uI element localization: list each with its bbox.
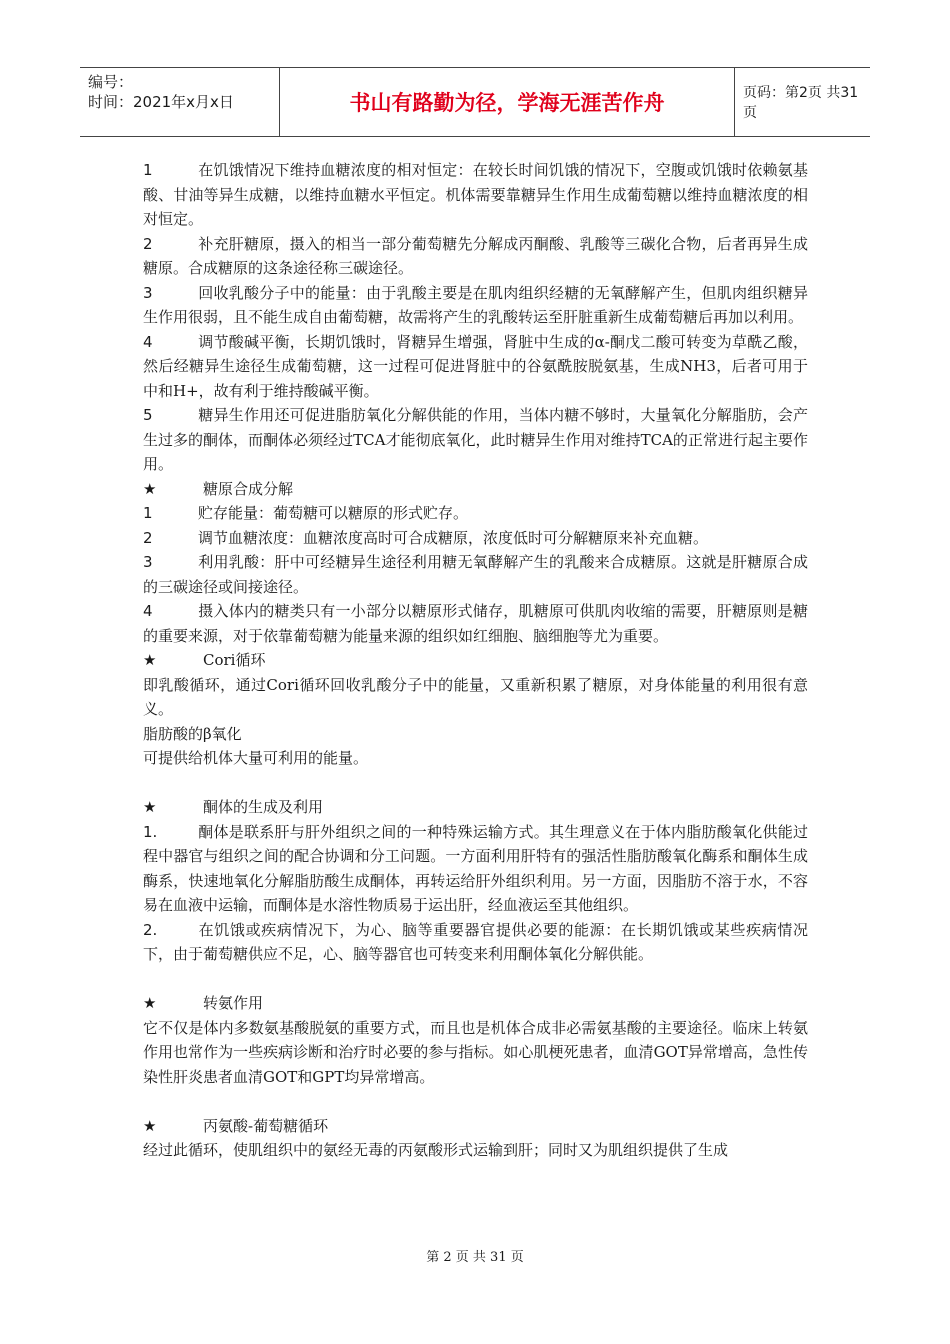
- section-heading: [143, 477, 808, 502]
- paragraph: [143, 281, 808, 330]
- star-icon: ★: [143, 994, 157, 1012]
- paragraph: [143, 599, 808, 648]
- star-icon: ★: [143, 651, 157, 669]
- header-page-info: 页码：第2页 共31页: [743, 85, 859, 121]
- paragraph-text: 酮体是联系肝与肝外组织之间的一种特殊运输方式。其生理意义在于体内脂肪酸氧化供能过程中器官与组织之间的配合协调和分工问题。一方面利用肝特有的强活性脂肪酸氧化酶系和酮体生成酶系，快速地氧化分解脂肪酸生成酮体，再转运给肝外组织利用。另一方面，因脂肪不溶于水，不容易在血液中运输，而酮体是水溶性物质易于运出肝，经血液运至其他组织。: [143, 822, 808, 914]
- paragraph-text: Cori循环: [203, 651, 266, 669]
- paragraph: [143, 1138, 808, 1163]
- paragraph: [143, 501, 808, 526]
- header-motto: 书山有路勤为径，学海无涯苦作舟: [280, 68, 735, 136]
- paragraph-number: 3: [143, 553, 153, 571]
- star-icon: ★: [143, 479, 157, 498]
- paragraph-number: 1: [143, 161, 153, 179]
- paragraph-number: 3: [143, 283, 153, 302]
- paragraph-text: 补充肝糖原，摄入的相当一部分葡萄糖先分解成丙酮酸、乳酸等三碳化合物，后者再异生成糖原。合成糖原的这条途径称三碳途径。: [143, 234, 808, 277]
- paragraph-number: 2.: [143, 920, 158, 939]
- paragraph-number: 2: [143, 528, 153, 547]
- paragraph-number: 1: [143, 504, 153, 522]
- paragraph: [143, 820, 808, 918]
- section-heading: [143, 991, 808, 1016]
- paragraph-text: 摄入体内的糖类只有一小部分以糖原形式储存，肌糖原可供肌肉收缩的需要，肝糖原则是糖的重要来源，对于依靠葡萄糖为能量来源的组织如红细胞、脑细胞等尤为重要。: [143, 602, 808, 645]
- paragraph-text: 脂肪酸的β氧化: [143, 724, 242, 743]
- document-number-label: 编号：: [88, 73, 134, 91]
- star-icon: ★: [143, 1116, 157, 1135]
- paragraph-text: 经过此循环，使肌组织中的氨经无毒的丙氨酸形式运输到肝；同时又为肌组织提供了生成: [143, 1141, 729, 1159]
- paragraph: [143, 550, 808, 599]
- paragraph: [143, 673, 808, 722]
- paragraph-text: 转氨作用: [203, 994, 264, 1012]
- paragraph: [143, 403, 808, 477]
- header-meta-cell: [80, 68, 280, 136]
- paragraph-number: 5: [143, 406, 153, 424]
- paragraph-spacer: [143, 771, 808, 796]
- paragraph-number: 1.: [143, 822, 158, 841]
- paragraph-number: 4: [143, 332, 153, 351]
- paragraph: [143, 158, 808, 232]
- paragraph-text: 调节酸碱平衡，长期饥饿时，肾糖异生增强，肾脏中生成的α-酮戊二酸可转变为草酰乙酸，然后经糖异生途径生成葡萄糖，这一过程可促进肾脏中的谷氨酰胺脱氨基，生成NH3，后者可用于中和H+，故有利于维持酸碱平衡。: [143, 332, 808, 400]
- paragraph: [143, 330, 808, 404]
- paragraph-text: 糖异生作用还可促进脂肪氧化分解供能的作用，当体内糖不够时，大量氧化分解脂肪，会产生过多的酮体，而酮体必须经过TCA才能彻底氧化，此时糖异生作用对维持TCA的正常进行起主要作用。: [143, 406, 808, 473]
- paragraph-spacer: [143, 967, 808, 992]
- paragraph-text: 利用乳酸：肝中可经糖异生途径利用糖无氧酵解产生的乳酸来合成糖原。这就是肝糖原合成的三碳途径或间接途径。: [143, 553, 808, 596]
- section-heading: [143, 795, 808, 820]
- paragraph-text: 调节血糖浓度：血糖浓度高时可合成糖原，浓度低时可分解糖原来补充血糖。: [198, 528, 709, 547]
- paragraph: [143, 1016, 808, 1090]
- paragraph: [143, 746, 808, 771]
- paragraph: [143, 722, 808, 747]
- paragraph-text: 它不仅是体内多数氨基酸脱氨的重要方式，而且也是机体合成非必需氨基酸的主要途径。临床上转氨作用也常作为一些疾病诊断和治疗时必要的参与指标。如心肌梗死患者，血清GOT异常增高，急性传染性肝炎患者血清GOT和GPT均异常增高。: [143, 1018, 808, 1086]
- header-table: [80, 67, 870, 137]
- paragraph: [143, 526, 808, 551]
- paragraph-spacer: [143, 1089, 808, 1114]
- paragraph: [143, 918, 808, 967]
- paragraph-text: 回收乳酸分子中的能量：由于乳酸主要是在肌肉组织经糖的无氧酵解产生，但肌肉组织糖异生作用很弱，且不能生成自由葡萄糖，故需将产生的乳酸转运至肝脏重新生成葡萄糖后再加以利用。: [143, 283, 808, 326]
- paragraph-text: 贮存能量：葡萄糖可以糖原的形式贮存。: [198, 504, 469, 522]
- section-heading: [143, 648, 808, 673]
- paragraph-text: 酮体的生成及利用: [203, 798, 324, 816]
- paragraph-text: 在饥饿情况下维持血糖浓度的相对恒定：在较长时间饥饿的情况下，空腹或饥饿时依赖氨基酸、甘油等异生成糖，以维持血糖水平恒定。机体需要靠糖异生作用生成葡萄糖以维持血糖浓度的相对恒定。: [143, 161, 808, 228]
- document-time-label: 时间：2021年x月x日: [88, 93, 234, 111]
- paragraph-text: 即乳酸循环，通过Cori循环回收乳酸分子中的能量，又重新积累了糖原，对身体能量的利用很有意义。: [143, 675, 808, 718]
- page-footer: 第 2 页 共 31 页: [426, 1250, 524, 1265]
- paragraph-text: 糖原合成分解: [203, 479, 294, 498]
- paragraph-text: 在饥饿或疾病情况下，为心、脑等重要器官提供必要的能源：在长期饥饿或某些疾病情况下，由于葡萄糖供应不足，心、脑等器官也可转变来利用酮体氧化分解供能。: [143, 920, 808, 963]
- paragraph: [143, 232, 808, 281]
- section-heading: [143, 1114, 808, 1139]
- paragraph-number: 2: [143, 234, 153, 253]
- paragraph-number: 4: [143, 602, 153, 620]
- document-body: [143, 158, 808, 1163]
- paragraph-text: 丙氨酸-葡萄糖循环: [203, 1116, 329, 1135]
- paragraph-text: 可提供给机体大量可利用的能量。: [143, 749, 369, 767]
- star-icon: ★: [143, 798, 157, 816]
